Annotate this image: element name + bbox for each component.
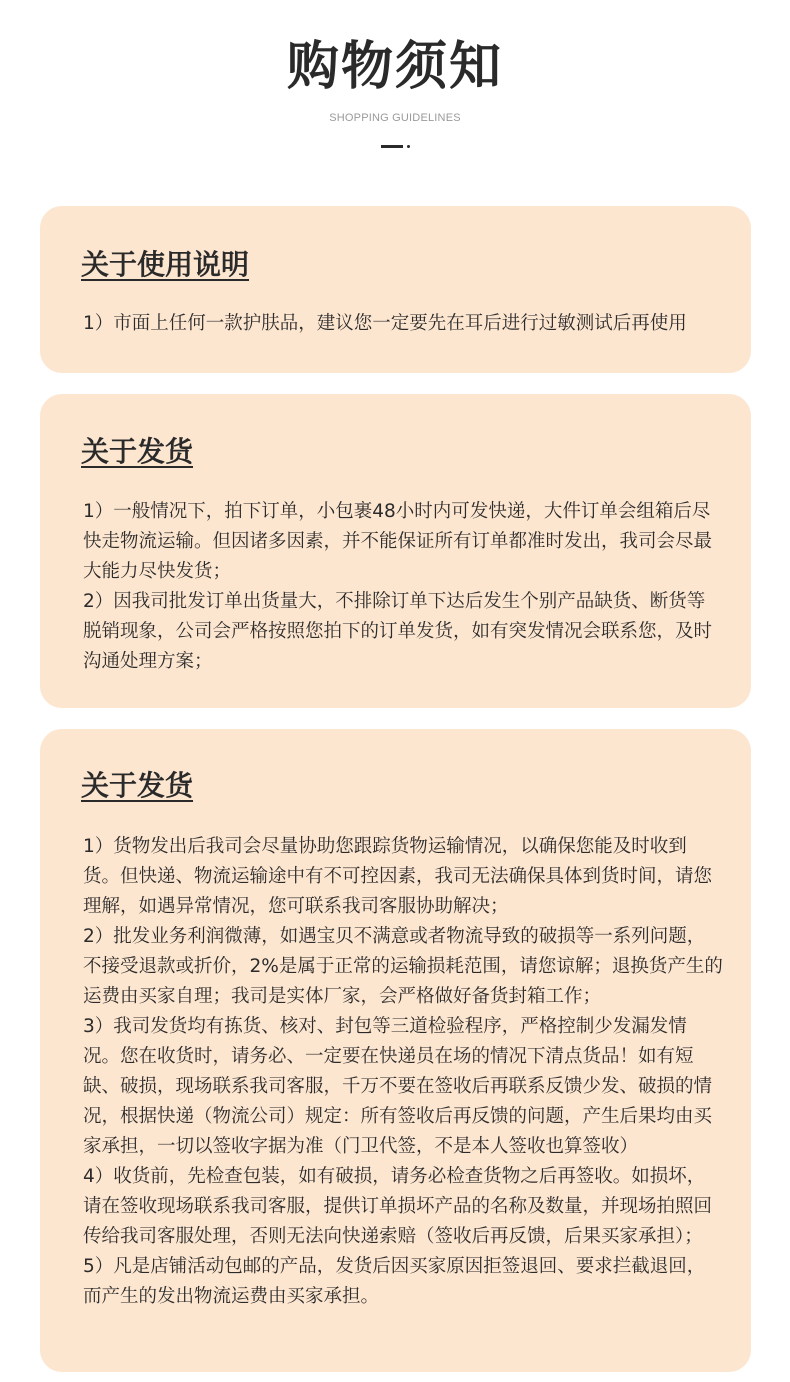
section-heading: 关于发货 <box>81 769 194 802</box>
page-title: 购物须知 <box>286 37 503 97</box>
section-paragraph: 1）货物发出后我司会尽量协助您跟踪货物运输情况，以确保您能及时收到货。但快递、物流运输途中有不可控因素，我司无法确保具体到货时间，请您理解，如遇异常情况，您可联系我司客服协助解决； <box>83 836 713 917</box>
section-paragraph: 3）我司发货均有拣货、核对、封包等三道检验程序，严格控制少发漏发情况。您在收货时，请务必、一定要在快递员在场的情况下清点货品！如有短缺、破损，现场联系我司客服，千万不要在签收后再联系反馈少发、破损的情况，根据快递（物流公司）规定：所有签收后再反馈的问题，产生后果均由买家承担，一切以签收字据为准（门卫代签，不是本人签收也算签收） <box>83 1016 713 1157</box>
section-paragraph: 2）批发业务利润微薄，如遇宝贝不满意或者物流导致的破损等一系列问题，不接受退款或折价，2%是属于正常的运输损耗范围，请您谅解；退换货产生的运费由买家自理；我司是实体厂家，会严格做好备货封箱工作； <box>83 926 723 1007</box>
page-header <box>0 0 790 170</box>
section-paragraph: 1）市面上任何一款护肤品，建议您一定要先在耳后进行过敏测试后再使用 <box>83 313 687 334</box>
section-paragraph: 2）因我司批发订单出货量大，不排除订单下达后发生个别产品缺货、断货等脱销现象，公司会严格按照您拍下的订单发货，如有突发情况会联系您，及时沟通处理方案； <box>83 591 713 672</box>
section-shipping-details <box>40 729 751 1372</box>
section-body <box>83 309 723 339</box>
section-paragraph: 1）一般情况下，拍下订单，小包裹48小时内可发快递，大件订单会组箱后尽快走物流运输。但因诸多因素，并不能保证所有订单都准时发出，我司会尽最大能力尽快发货； <box>83 501 713 582</box>
section-heading: 关于发货 <box>81 435 194 468</box>
title-divider <box>381 145 413 149</box>
divider-bar <box>381 145 403 148</box>
page-subtitle: SHOPPING GUIDELINES <box>329 112 461 124</box>
section-paragraph: 5）凡是店铺活动包邮的产品，发货后因买家原因拒签退回、要求拦截退回，而产生的发出物流运费由买家承担。 <box>83 1256 706 1307</box>
section-paragraph: 4）收货前，先检查包装，如有破损，请务必检查货物之后再签收。如损坏，请在签收现场联系我司客服，提供订单损坏产品的名称及数量，并现场拍照回传给我司客服处理，否则无法向快递索赔（签收后再反馈，后果买家承担）； <box>83 1166 713 1247</box>
section-usage-instructions <box>40 206 751 373</box>
section-body <box>83 832 723 1312</box>
section-shipping <box>40 394 751 708</box>
section-body <box>83 497 723 677</box>
divider-dot <box>407 145 410 148</box>
section-heading: 关于使用说明 <box>81 248 250 281</box>
